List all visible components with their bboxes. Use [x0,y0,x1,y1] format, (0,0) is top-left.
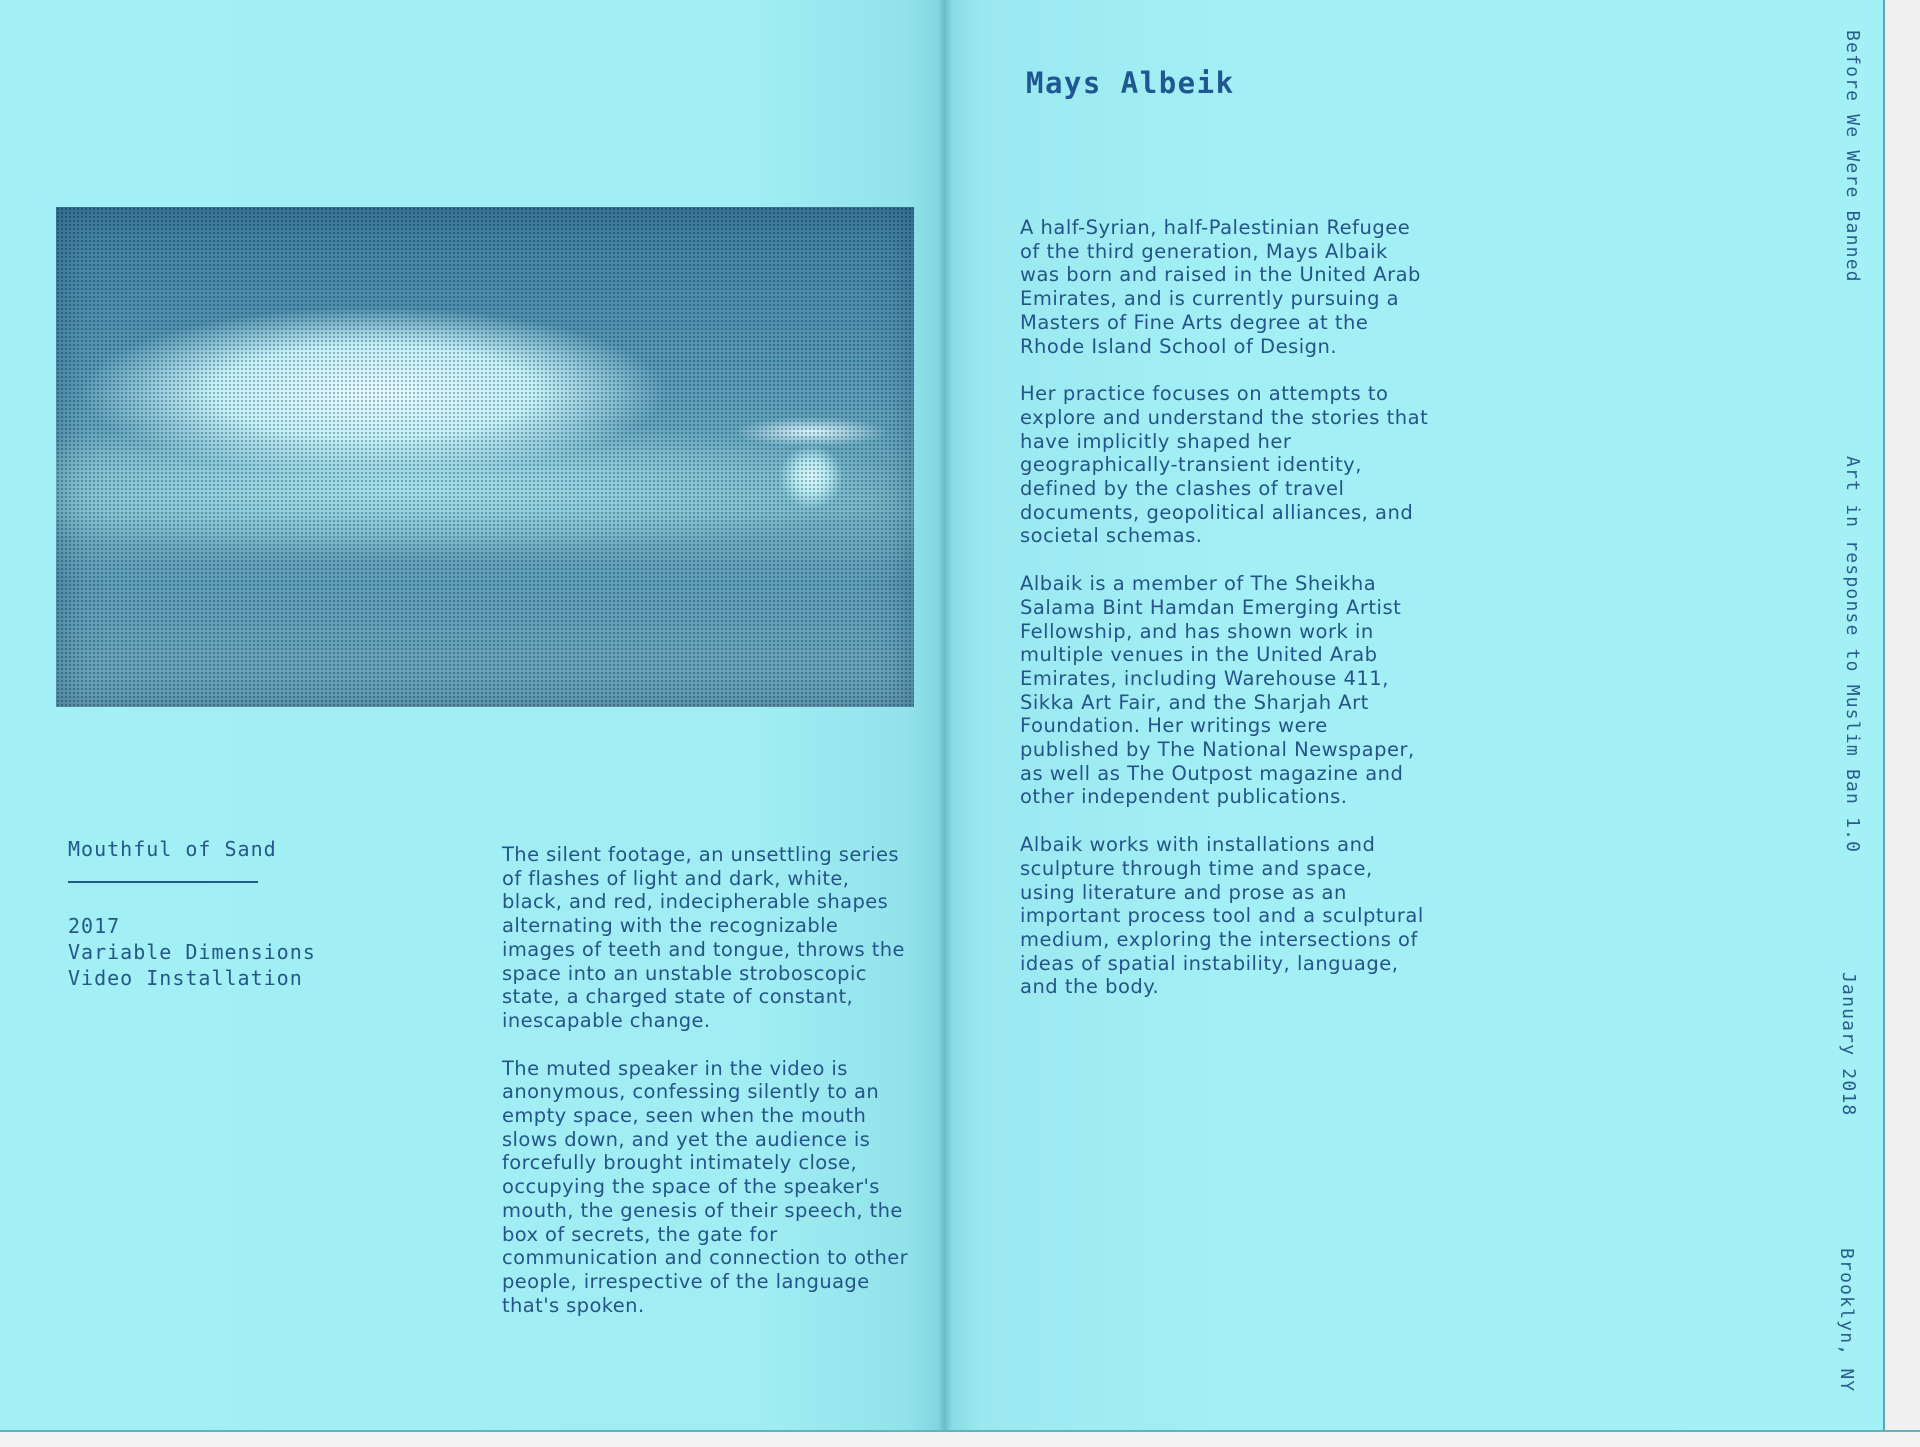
work-description [502,843,914,1341]
bio-paragraph: A half-Syrian, half-Palestinian Refugee of the third generation, Mays Albaik was born and raised in the United Arab Emirates, and is currently pursuing a Masters of Fine Arts degree at the Rhode Island School of Design. [1020,216,1421,358]
work-medium: Video Installation [68,966,303,990]
title-divider [68,881,258,883]
left-page [0,0,945,1432]
scan-background-edge [1883,0,1920,1447]
scan-background-bottom [0,1430,1920,1447]
bio-paragraph: Albaik works with installations and sculpture through time and space, using literature and prose as an important process tool and a sculptural medium, exploring the intersections of ideas of spatial instability, language, and the body. [1020,833,1424,999]
bio-paragraph: Her practice focuses on attempts to explore and understand the stories that have implicitly shaped her geographically-transient identity, defined by the clashes of travel documents, geopolitical alliances, and societal schemas. [1020,382,1429,548]
bio-paragraph: Albaik is a member of The Sheikha Salama Bint Hamdan Emerging Artist Fellowship, and has shown work in multiple venues in the United Arab Emirates, including Warehouse 411, Sikka Art Fair, and the Sharjah Art Foundation. Her writings were published by The National Newspaper, as well as The Outpost magazine and other independent publications. [1020,572,1415,809]
artist-bio [1020,216,1432,1023]
video-still-photo [56,207,914,707]
description-paragraph: The silent footage, an unsettling series of flashes of light and dark, white, black, and red, indecipherable shapes alternating with the recognizable images of teeth and tongue, throws the space into an unstable stroboscopic state, a charged state of constant, inescapable change. [502,843,905,1032]
work-dimensions: Variable Dimensions [68,940,316,964]
artist-name: Mays Albeik [1026,66,1235,100]
work-title: Mouthful of Sand [68,837,277,861]
running-header-location: Brooklyn, NY [1836,1248,1857,1393]
work-details [68,913,316,991]
book-gutter [938,0,952,1432]
description-paragraph: The muted speaker in the video is anonymous, confessing silently to an empty space, seen when the mouth slows down, and yet the audience is forcefully brought intimately close, occupying the space of the speaker's mouth, the genesis of their speech, the box of secrets, the gate for communication and connection to other people, irrespective of the language that's spoken. [502,1056,909,1317]
work-year: 2017 [68,914,121,938]
running-header-subtitle: Art in response to Muslim Ban 1.0 [1842,456,1863,854]
running-header-date: January 2018 [1838,972,1859,1117]
running-header-title: Before We Were Banned [1842,30,1863,283]
